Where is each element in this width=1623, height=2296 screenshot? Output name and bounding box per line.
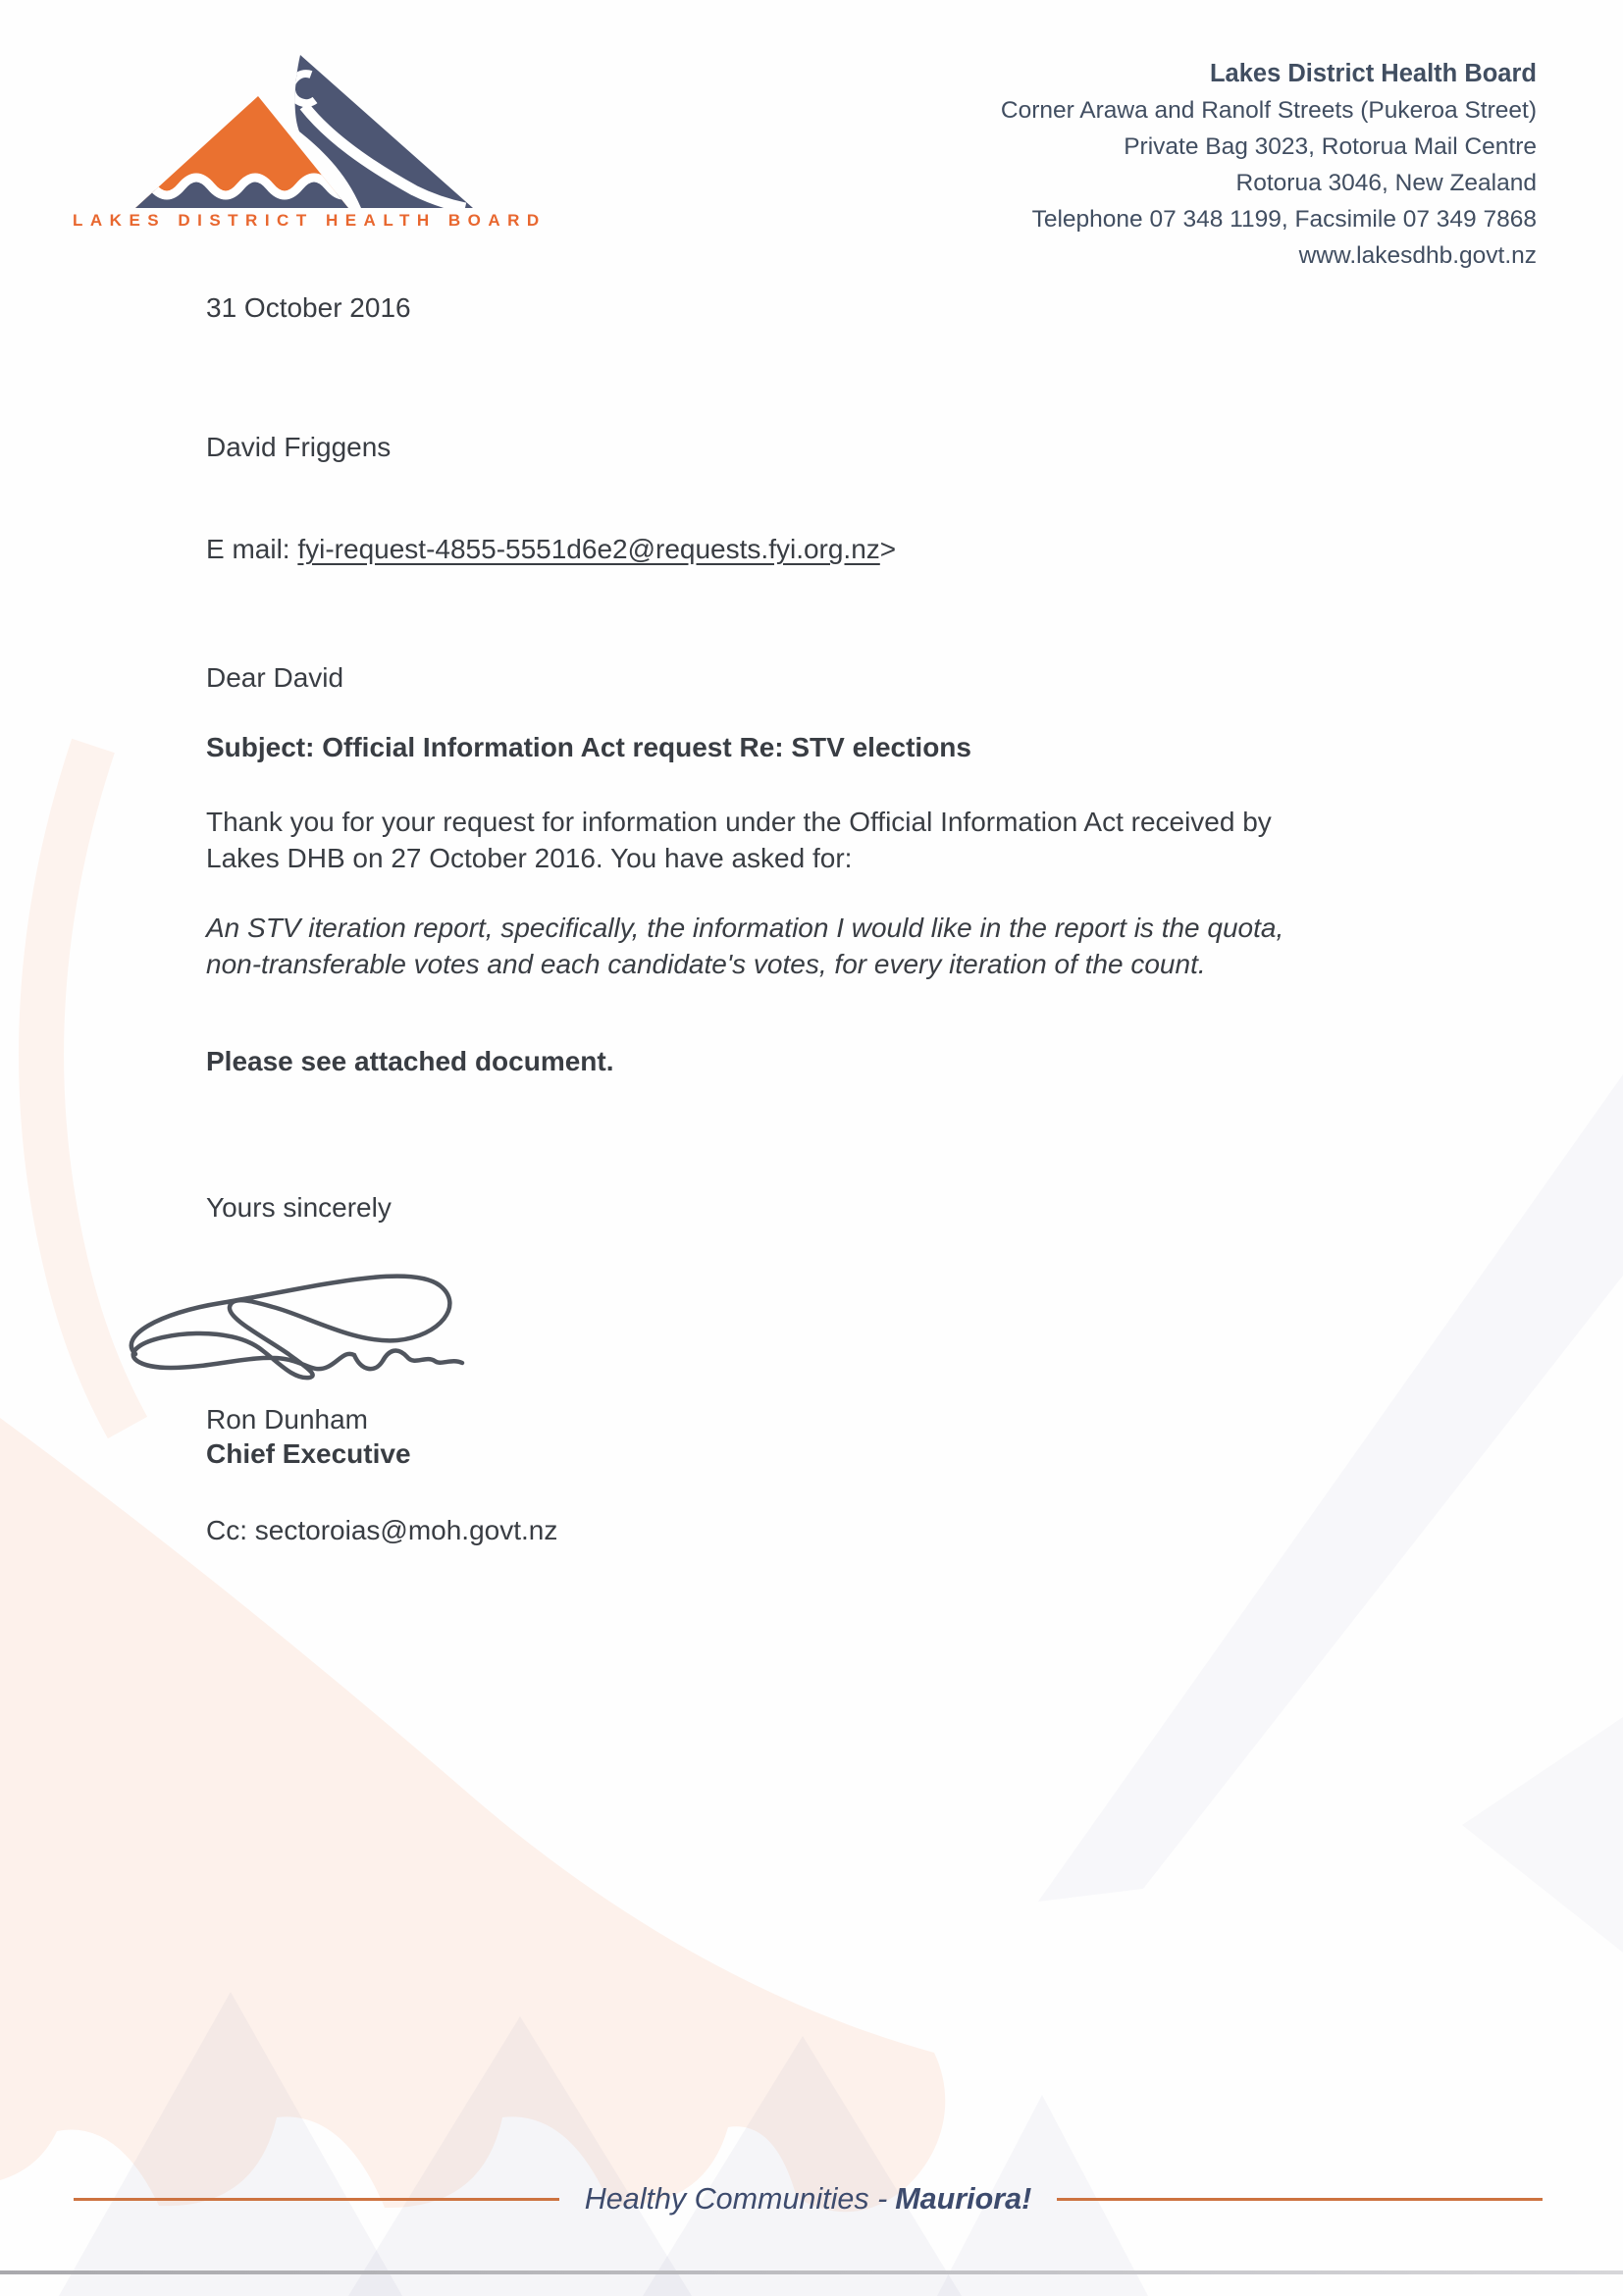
- phone-fax-line: Telephone 07 348 1199, Facsimile 07 349 7868: [1031, 206, 1537, 233]
- address-line: Private Bag 3023, Rotorua Mail Centre: [1124, 133, 1537, 160]
- email-label: E mail:: [206, 534, 298, 564]
- address-line: Rotorua 3046, New Zealand: [1235, 170, 1537, 196]
- signature-icon: [98, 1256, 559, 1405]
- footer-tagline: [585, 2182, 1031, 2217]
- closing: Yours sincerely: [206, 1192, 392, 1223]
- subject-line: Subject: Official Information Act request Re: STV elections: [206, 732, 971, 762]
- recipient-name: David Friggens: [206, 432, 392, 462]
- logo-wordmark: LAKES DISTRICT HEALTH BOARD: [73, 211, 547, 230]
- salutation: Dear David: [206, 662, 344, 693]
- signatory-name: Ron Dunham: [206, 1404, 368, 1435]
- cc-line: Cc: sectoroias@moh.govt.nz: [206, 1515, 558, 1545]
- footer-rule-left: [74, 2198, 559, 2201]
- org-name: Lakes District Health Board: [1209, 60, 1537, 87]
- recipient-email-line: [206, 531, 896, 567]
- body-paragraph-line: Thank you for your request for information under the Official Information Act received by: [206, 807, 1272, 837]
- tagline-regular: Healthy Communities -: [584, 2182, 888, 2216]
- quoted-request-line: non-transferable votes and each candidate's votes, for every iteration of the count.: [206, 949, 1206, 979]
- quoted-request-line: An STV iteration report, specifically, the information I would like in the report is the quota,: [206, 913, 1284, 943]
- footer-rule-right: [1057, 2198, 1543, 2201]
- signatory-title: Chief Executive: [206, 1438, 411, 1469]
- footer-tagline-row: [74, 2182, 1543, 2217]
- lakes-dhb-logo-icon: [69, 41, 481, 214]
- letter-date: 31 October 2016: [206, 292, 411, 323]
- scan-edge-line: [0, 2270, 1623, 2274]
- email-link[interactable]: fyi-request-4855-5551d6e2@requests.fyi.org.nz: [297, 534, 880, 564]
- website-line: www.lakesdhb.govt.nz: [1298, 242, 1537, 269]
- attachment-note: Please see attached document.: [206, 1046, 614, 1076]
- body-paragraph-line: Lakes DHB on 27 October 2016. You have asked for:: [206, 843, 853, 873]
- email-suffix: >: [879, 534, 897, 564]
- tagline-bold: Mauriora!: [895, 2182, 1032, 2216]
- address-line: Corner Arawa and Ranolf Streets (Pukeroa Street): [1000, 97, 1537, 124]
- letterhead-address-block: [1001, 56, 1537, 274]
